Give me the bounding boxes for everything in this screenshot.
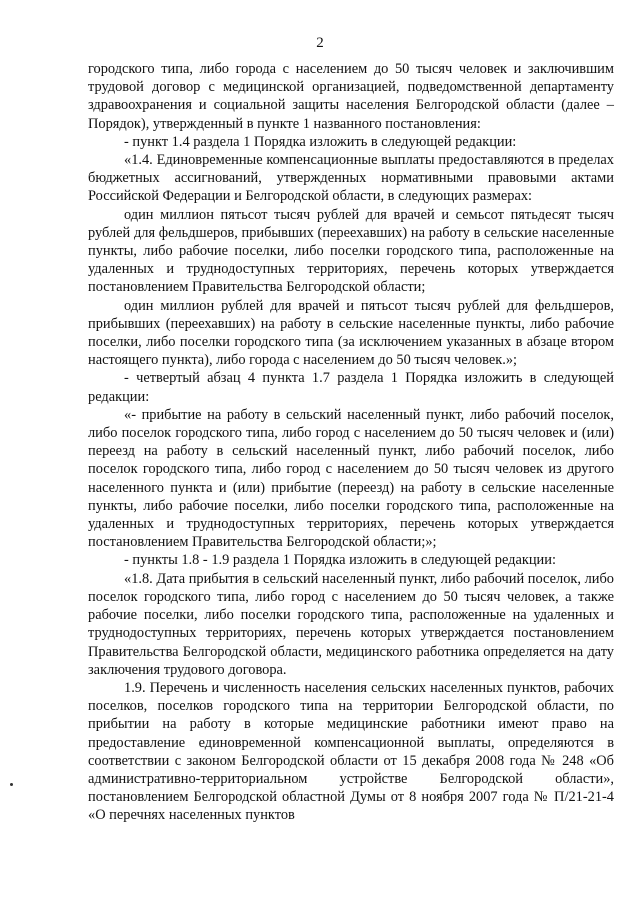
paragraph-1-4-text: «1.4. Единовременные компенсационные выплаты предоставляются в пределах бюджетных ассигнований, утвержденных нормативными правовыми актами Российской Федерации и Белгородской области, в следующих размерах: xyxy=(88,152,614,205)
paragraph-1-8-text: «1.8. Дата прибытия в сельский населенный пункт, либо рабочий поселок, либо поселок городского типа, либо город с населением до 50 тысяч человек, а также рабочие поселки, либо поселки городского типа, расположенные на удаленных и труднодоступных территориях, перечень которых утверждается постановлением Правительства Белгородской области, медицинского работника определяется на дату заключения трудового договора. xyxy=(88,570,614,678)
page-number: 2 xyxy=(316,35,324,51)
paragraph-amend-1-7: - четвертый абзац 4 пункта 1.7 раздела 1 Порядка изложить в следующей редакции: xyxy=(88,370,614,405)
paragraph-amend-1-4: - пункт 1.4 раздела 1 Порядка изложить в следующей редакции: xyxy=(124,133,517,150)
paragraph-continuation: городского типа, либо города с населением до 50 тысяч человек и заключившим трудовой договор с медицинской организацией, подведомственной департаменту здравоохранения и социальной защиты населения Белгородской области (далее – Порядок), утвержденный в пункте 1 названного постановления: xyxy=(88,61,614,132)
document-body xyxy=(88,60,614,825)
paragraph-amend-1-8-1-9: - пункты 1.8 - 1.9 раздела 1 Порядка изложить в следующей редакции: xyxy=(124,552,556,569)
paragraph-amount-remote: один миллион пятьсот тысяч рублей для врачей и семьсот пятьдесят тысяч рублей для фельдшеров, прибывших (переехавших) на работу в сельские населенные пункты, либо рабочие поселки, либо поселки городского типа, расположенные на удаленных и труднодоступных территориях, перечень которых утверждается постановлением Правительства Белгородской области; xyxy=(88,206,614,296)
paragraph-1-9-text: 1.9. Перечень и численность населения сельских населенных пунктов, рабочих поселков, поселков городского типа на территории Белгородской области, по прибытии на работу в которые медицинские работники имеют право на предоставление единовременной компенсационной выплаты, определяются в соответствии с законом Белгородской области от 15 декабря 2008 года № 248 «Об административно-территориальном устройстве Белгородской области», постановлением Белгородской областной Думы от 8 ноября 2007 года № П/21-21-4 «О перечнях населенных пунктов xyxy=(88,679,614,824)
paragraph-1-7-text: «- прибытие на работу в сельский населенный пункт, либо рабочий поселок, либо поселок городского типа, либо город с населением до 50 тысяч человек и (или) переезд на работу в сельский населенный пункт, либо рабочий поселок, либо поселок городского типа, либо город с населением до 50 тысяч человек из другого населенного пункта и (или) прибытие (переезд) на работу в сельские населенные пункты, либо рабочие поселки, либо поселки городского типа, расположенные на удаленных и труднодоступных территориях, перечень которых утверждается постановлением Правительства Белгородской области;»; xyxy=(88,406,614,551)
scan-mark xyxy=(10,783,13,786)
paragraph-amount-standard: один миллион рублей для врачей и пятьсот тысяч рублей для фельдшеров, прибывших (переехавших) на работу в сельские населенные пункты, либо рабочие поселки, либо поселки городского типа (за исключением указанных в абзаце втором настоящего пункта), либо города с населением до 50 тысяч человек.»; xyxy=(88,297,614,369)
